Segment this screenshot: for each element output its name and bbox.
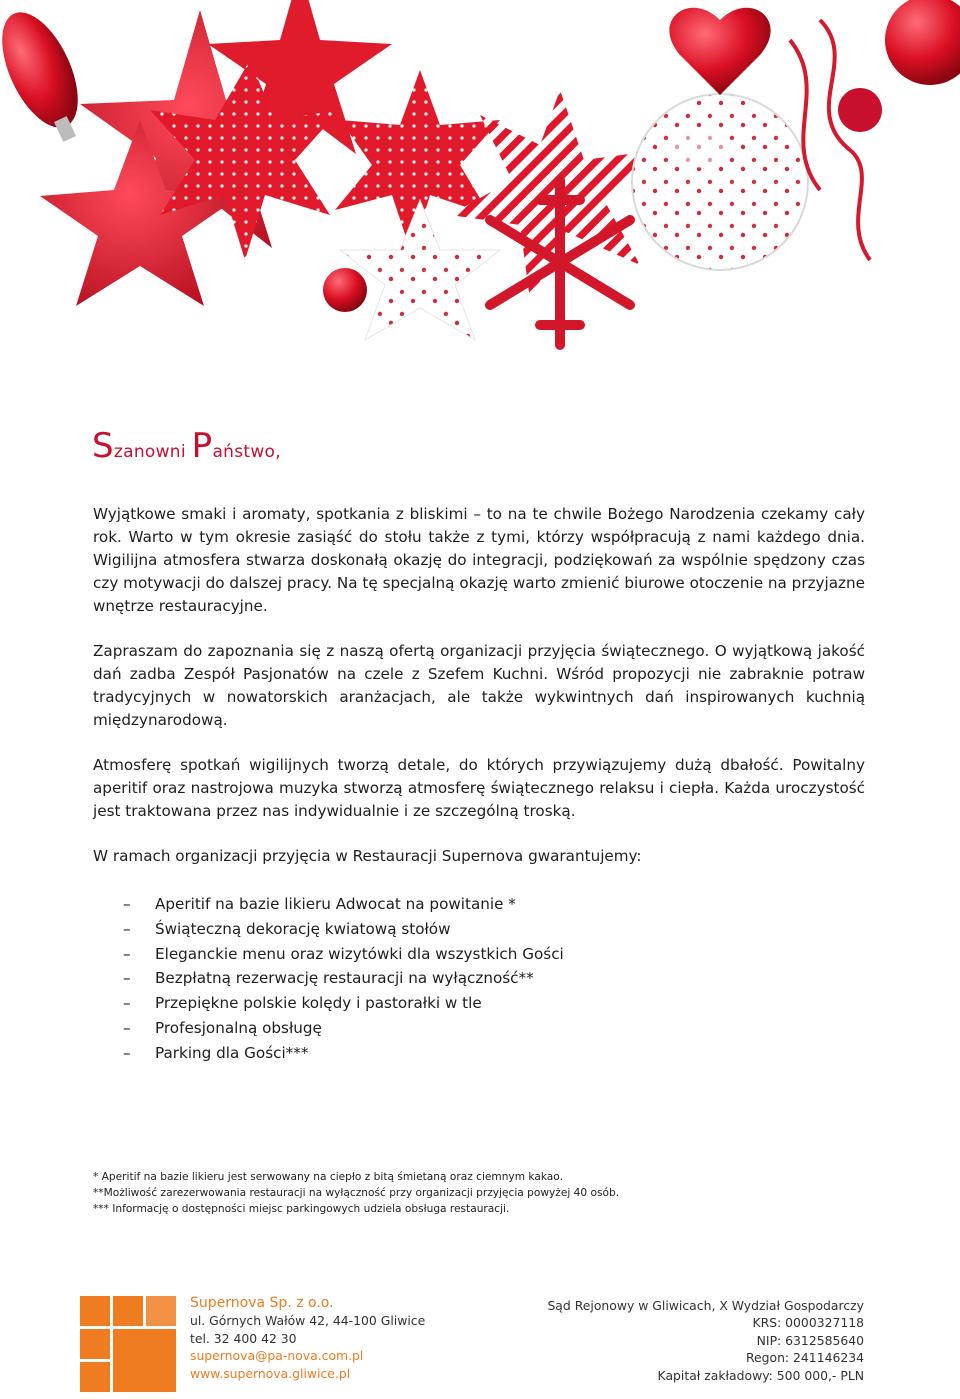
pinecone-ornament xyxy=(0,1,93,142)
list-dash: – xyxy=(123,1018,131,1037)
list-item-text: Aperitif na bazie likieru Adwocat na powitanie * xyxy=(155,895,516,913)
registry-court: Sąd Rejonowy w Gliwicach, X Wydział Gospodarczy xyxy=(547,1298,864,1313)
company-phone: tel. 32 400 42 30 xyxy=(190,1330,297,1346)
footnote-aperitif: * Aperitif na bazie likieru jest serwowany na ciepło z bitą śmietaną oraz ciemnym kakao. xyxy=(93,1171,563,1183)
christmas-ornaments-banner xyxy=(0,0,960,360)
footnotes xyxy=(93,1169,619,1217)
greeting-initial-p: P xyxy=(191,426,213,466)
company-address: ul. Górnych Wałów 42, 44-100 Gliwice xyxy=(190,1313,426,1329)
guarantee-list xyxy=(93,892,865,1066)
greeting-initial-s: S xyxy=(92,426,114,466)
list-item-text: Eleganckie menu oraz wizytówki dla wszystkich Gości xyxy=(155,944,564,963)
paragraph-atmosphere: Atmosferę spotkań wigilijnych tworzą detale, do których przywiązujemy dużą dbałość. Powitalny aperitif oraz nastrojowa muzyka stworzą atmosferę świątecznego relaksu i ciepła. Każda uroczystość jest traktowana przez nas indywidualnie i ze szczególną troską. xyxy=(93,756,865,820)
red-ribbon xyxy=(790,20,870,260)
floral-ball-ornament xyxy=(632,94,808,270)
list-item-text: Bezpłatną rezerwację restauracji na wyłączność** xyxy=(155,969,534,988)
list-item xyxy=(93,991,865,1016)
paragraph-offer: Zapraszam do zapoznania się z naszą ofertą organizacji przyjęcia świątecznego. O wyjątkową jakość dań zadba Zespół Pasjonatów na czele z Szefem Kuchni. Wśród propozycji nie zabraknie potraw tradycyjnych w nowatorskich aranżacjach, ale także wykwintnych dań inspirowanych kuchnią międzynarodową. xyxy=(93,642,865,729)
list-item xyxy=(93,966,865,991)
list-item xyxy=(93,892,865,917)
company-details xyxy=(190,1295,425,1382)
footnote-parking: *** Informację o dostępności miejsc parkingowych udziela obsługa restauracji. xyxy=(93,1203,510,1215)
company-website-link[interactable]: www.supernova.gliwice.pl xyxy=(190,1365,351,1381)
registry-nip: NIP: 6312585640 xyxy=(756,1332,864,1348)
paragraph-guarantee-intro: W ramach organizacji przyjęcia w Restauracji Supernova gwarantujemy: xyxy=(93,847,642,865)
list-dash: – xyxy=(123,919,131,938)
red-ball-ornament xyxy=(838,0,960,132)
list-dash: – xyxy=(123,1043,131,1062)
list-dash: – xyxy=(123,895,131,913)
list-item-text: Parking dla Gości*** xyxy=(155,1043,309,1062)
list-dash: – xyxy=(123,969,131,988)
footnote-exclusive: **Możliwość zarezerwowania restauracji na wyłączność przy organizacji przyjęcia powyżej 40 osób. xyxy=(93,1187,620,1199)
heart-ornament xyxy=(669,8,770,95)
letter-greeting xyxy=(92,426,281,466)
letter-footer xyxy=(0,1292,960,1392)
paragraph-intro: Wyjątkowe smaki i aromaty, spotkania z bliskimi – to na te chwile Bożego Narodzenia czekamy cały rok. Warto w tym okresie zasiąść do stołu także z tymi, którzy współpracują z nami każdego dnia. Wigilijna atmosfera stwarza doskonałą okazję do integracji, podziękowań za wspólnie spędzony czas czy motywacji do dalszej pracy. Na tę specjalną okazję warto zmienić biurowe otoczenie na przyjazne wnętrze restauracyjne. xyxy=(93,505,865,615)
list-item xyxy=(93,917,865,942)
registry-krs: KRS: 0000327118 xyxy=(752,1315,864,1331)
list-item-text: Przepiękne polskie kolędy i pastorałki w tle xyxy=(155,994,482,1013)
list-dash: – xyxy=(123,944,131,963)
letter-body xyxy=(93,503,865,1066)
company-email-link[interactable]: supernova@pa-nova.com.pl xyxy=(190,1348,364,1364)
registry-regon: Regon: 241146234 xyxy=(745,1350,864,1366)
company-name: Supernova Sp. z o.o. xyxy=(190,1295,334,1311)
greeting-rest-1: zanowni xyxy=(113,442,192,462)
list-item-text: Świąteczną dekorację kwiatową stołów xyxy=(155,919,451,938)
registry-capital: Kapitał zakładowy: 500 000,- PLN xyxy=(657,1367,864,1383)
list-item xyxy=(93,942,865,967)
list-item xyxy=(93,1016,865,1041)
registry-details xyxy=(547,1297,864,1384)
floral-paper-star xyxy=(340,200,500,340)
list-item xyxy=(93,1041,865,1066)
supernova-logo xyxy=(80,1296,176,1392)
list-item-text: Profesjonalną obsługę xyxy=(155,1018,322,1037)
list-dash: – xyxy=(123,994,131,1013)
greeting-rest-2: aństwo, xyxy=(212,442,281,462)
small-red-ornament xyxy=(323,268,367,312)
